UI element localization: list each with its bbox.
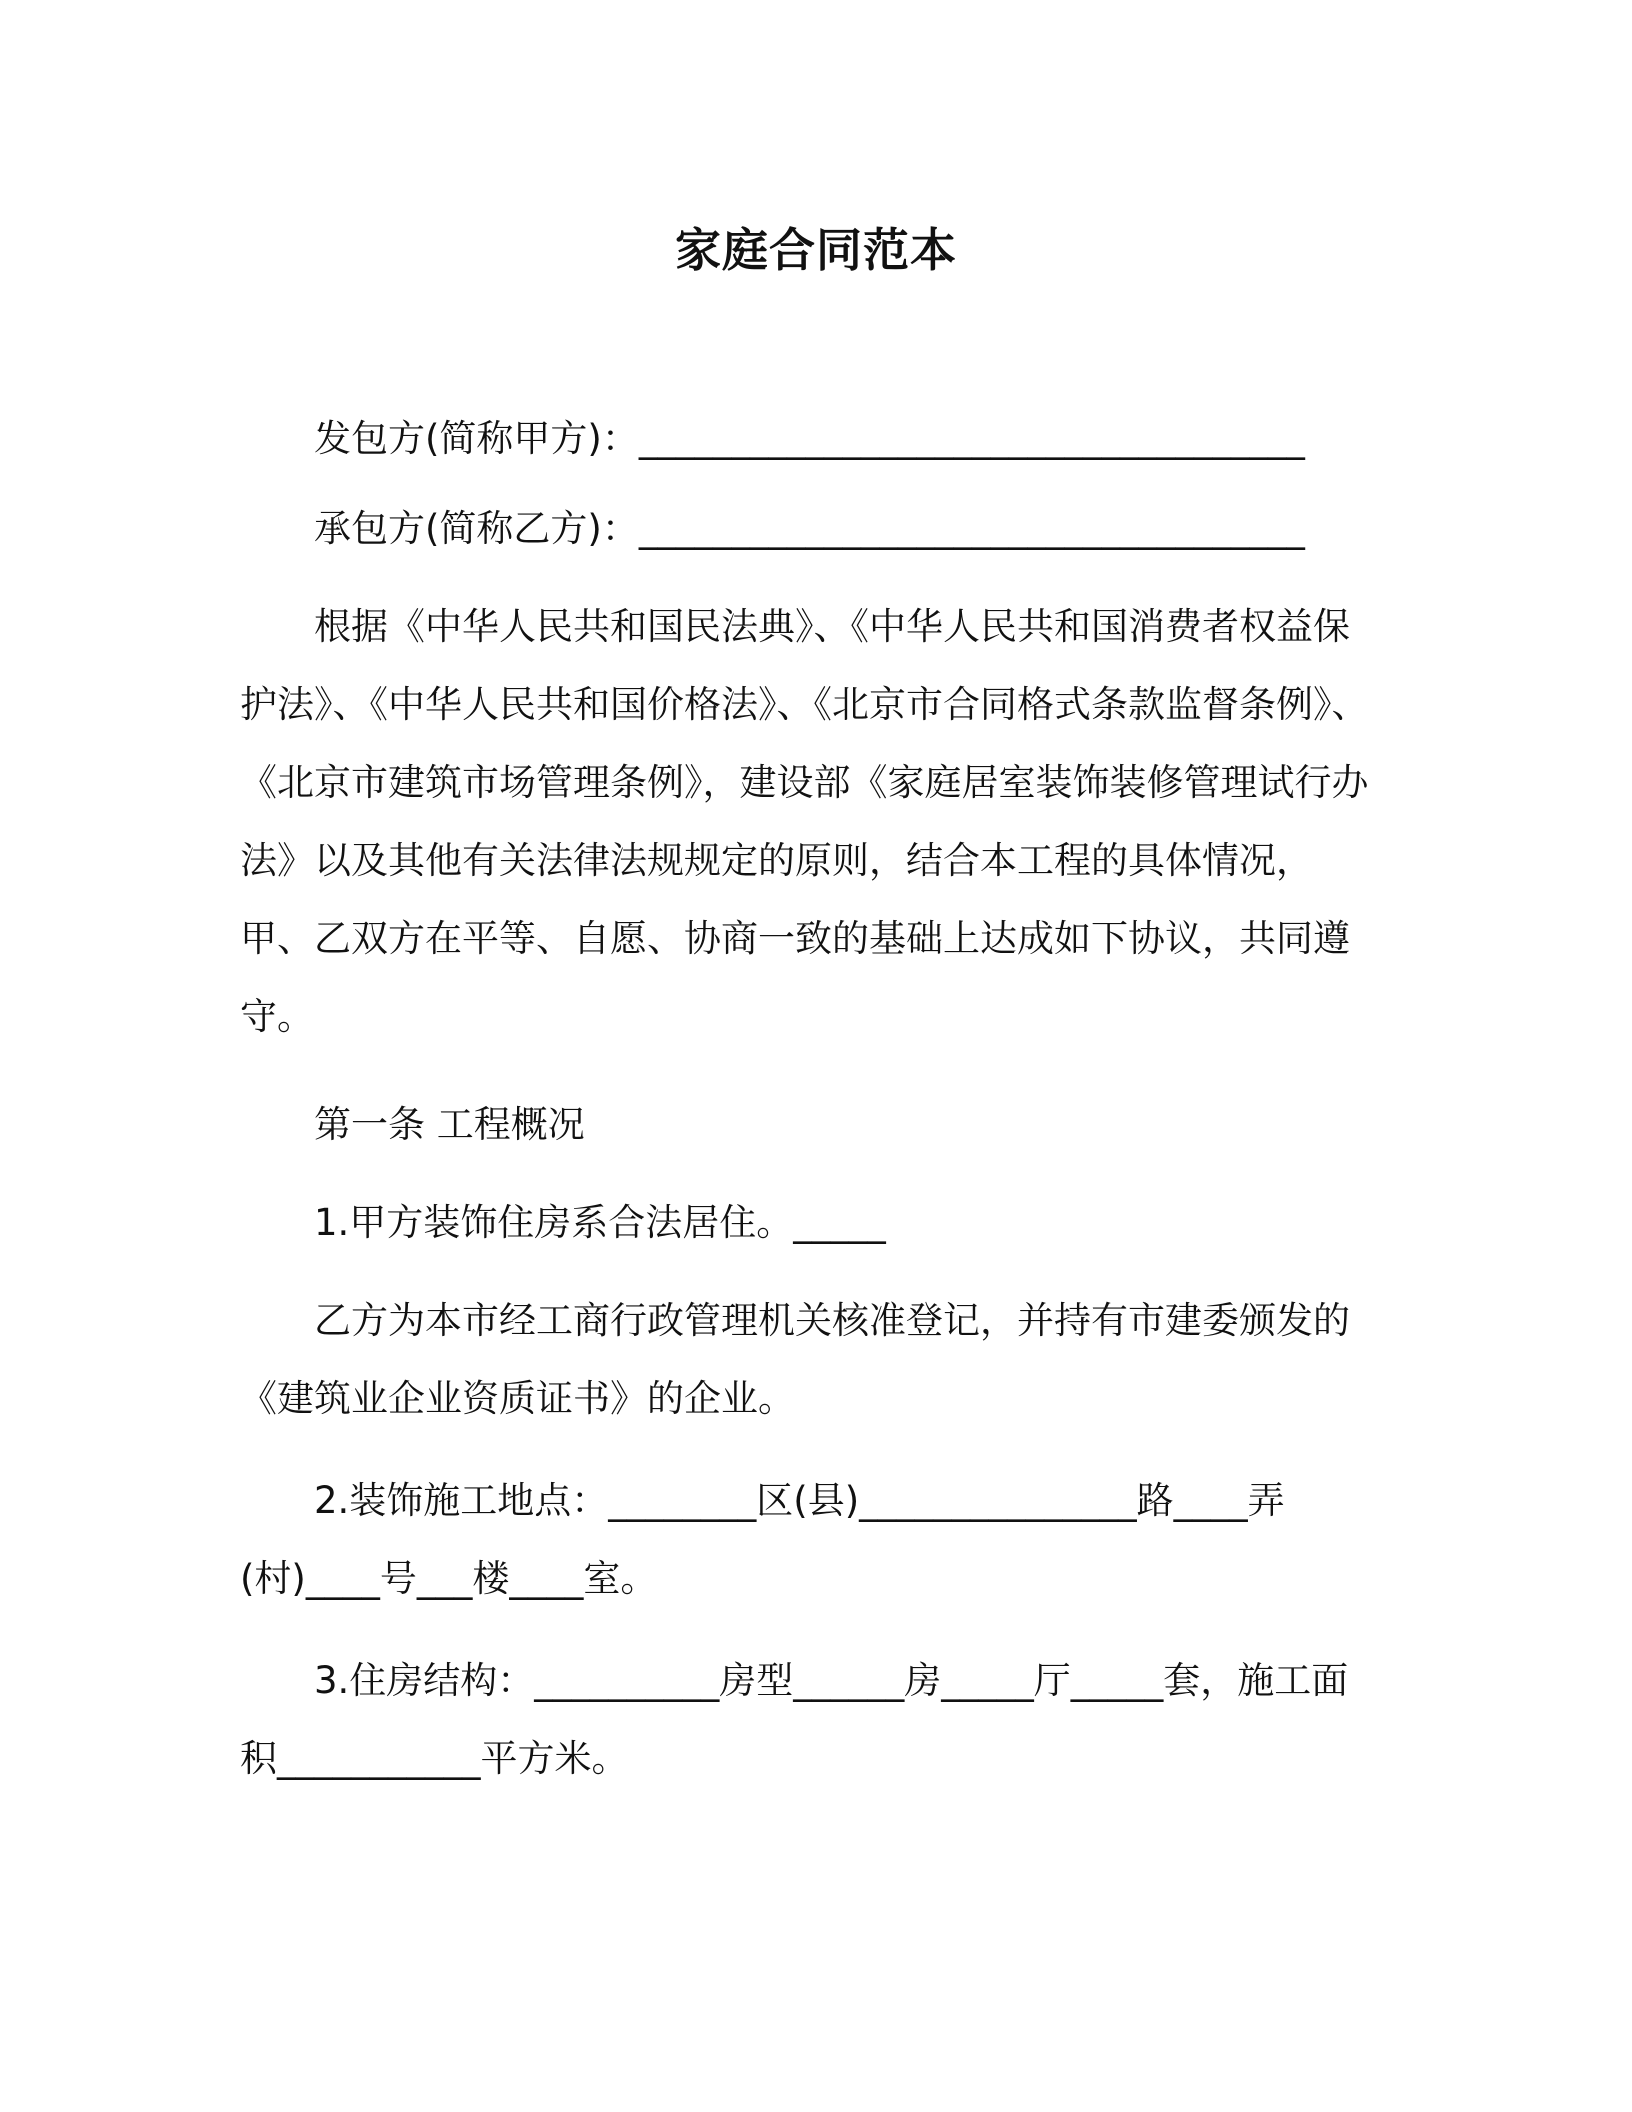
article-1-heading: 第一条 工程概况 — [314, 1103, 585, 1146]
item-1-text: 1.甲方装饰住房系合法居住。_____ — [314, 1201, 886, 1244]
item-1-continuation: 乙方为本市经工商行政管理机关核准登记，并持有市建委颁发的《建筑业企业资质证书》的企业。 — [240, 1299, 1350, 1420]
document-title: 家庭合同范本 — [675, 223, 957, 277]
item-3-text: 3.住房结构：__________房型______房_____厅_____套，施工面积___________平方米。 — [240, 1659, 1349, 1780]
preamble-paragraph: 根据《中华人民共和国民法典》、《中华人民共和国消费者权益保护法》、《中华人民共和国价格法》、《北京市合同格式条款监督条例》、《北京市建筑市场管理条例》，建设部《家庭居室装饰装修管理试行办法》以及其他有关法律法规规定的原则，结合本工程的具体情况，甲、乙双方在平等、自愿、协商一致的基础上达成如下协议，共同遵守。 — [240, 605, 1369, 1038]
party-b-line: 承包方(简称乙方)：____________________________________ — [314, 507, 1305, 550]
item-2-text: 2.装饰施工地点：________区(县)_______________路____弄(村)____号___楼____室。 — [240, 1479, 1285, 1600]
party-a-line: 发包方(简称甲方)：____________________________________ — [314, 417, 1305, 460]
